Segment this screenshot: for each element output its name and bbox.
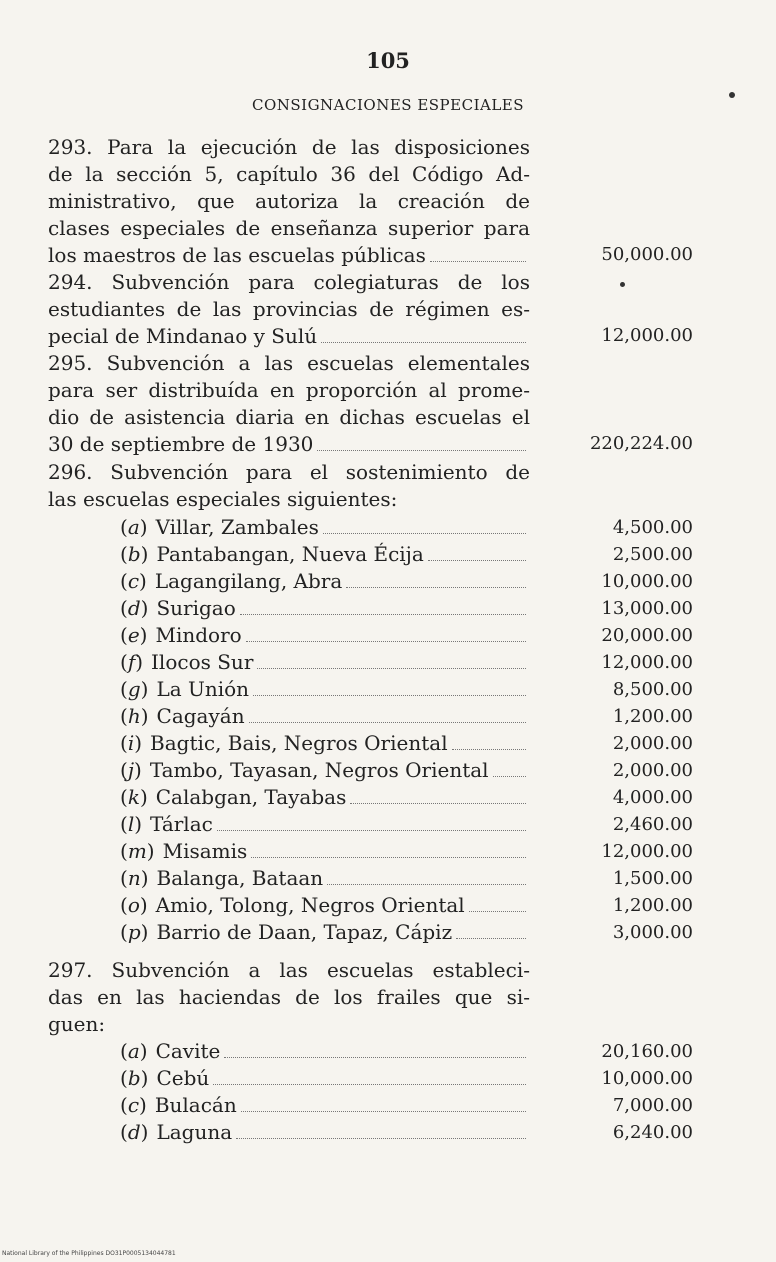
subitem-row xyxy=(120,1038,530,1065)
ink-speck xyxy=(620,282,625,287)
text-line: pecial de Mindanao y Sulú xyxy=(48,324,318,348)
subitem-row xyxy=(120,784,530,811)
subitem-letter: (c) xyxy=(120,1093,147,1117)
dot-leader xyxy=(452,748,526,750)
subitem-name: Cavite xyxy=(155,1039,221,1063)
dot-leader xyxy=(428,559,526,561)
dot-leader xyxy=(321,341,526,343)
item-296-subitems xyxy=(48,514,693,954)
subitem-amount: 1,200.00 xyxy=(612,706,693,727)
subitem-letter: (e) xyxy=(120,623,148,647)
subitem-amount: 8,500.00 xyxy=(612,679,693,700)
text-line: guen: xyxy=(48,1012,106,1036)
text-line: 295. Subvención a las escuelas elementales xyxy=(48,351,530,375)
subitem-amount: 4,500.00 xyxy=(612,517,693,538)
subitem-name: Balanga, Bataan xyxy=(156,866,324,890)
text-line: 296. Subvención para el sostenimiento de xyxy=(48,460,530,484)
subitem-amount: 7,000.00 xyxy=(612,1095,693,1116)
dot-leader xyxy=(213,1083,526,1085)
subitem-amount: 20,160.00 xyxy=(601,1041,693,1062)
footer-archive-stamp: National Library of the Philippines DO31P0005134044781 xyxy=(2,1250,176,1257)
text-line: 293. Para la ejecución de las disposiciones xyxy=(48,135,530,159)
page-number: 105 xyxy=(366,48,410,73)
dot-leader xyxy=(253,694,526,696)
dot-leader xyxy=(346,586,526,588)
subitem-amount: 12,000.00 xyxy=(601,841,693,862)
dot-leader xyxy=(236,1137,526,1139)
subitem-letter: (k) xyxy=(120,785,148,809)
dot-leader xyxy=(350,802,526,804)
subitem-name: Villar, Zambales xyxy=(155,515,319,539)
subitem-row xyxy=(120,919,530,946)
subitem-amount: 2,000.00 xyxy=(612,760,693,781)
subitem-name: Mindoro xyxy=(155,623,242,647)
dot-leader xyxy=(323,532,526,534)
subitem-row xyxy=(120,838,530,865)
subitem-name: Pantabangan, Nueva Écija xyxy=(156,542,424,566)
subitem-letter: (j) xyxy=(120,758,142,782)
subitem-name: Calabgan, Tayabas xyxy=(155,785,347,809)
subitem-amount: 13,000.00 xyxy=(601,598,693,619)
subitem-row xyxy=(120,1119,530,1146)
subitem-name: Ilocos Sur xyxy=(151,650,254,674)
subitem-letter: (a) xyxy=(120,1039,148,1063)
dot-leader xyxy=(251,856,526,858)
subitem-amount: 10,000.00 xyxy=(601,571,693,592)
subitem-name: Surigao xyxy=(156,596,236,620)
text-line: clases especiales de enseñanza superior para xyxy=(48,216,530,240)
subitem-amount: 1,500.00 xyxy=(612,868,693,889)
subitem-name: Barrio de Daan, Tapaz, Cápiz xyxy=(156,920,453,944)
text-line-with-leader xyxy=(48,241,530,269)
dot-leader xyxy=(317,449,526,451)
text-line: las escuelas especiales siguientes: xyxy=(48,487,398,511)
subitem-row xyxy=(120,757,530,784)
subitem-row xyxy=(120,568,530,595)
item-297-subitems xyxy=(48,1038,693,1148)
dot-leader xyxy=(217,829,526,831)
subitem-letter: (h) xyxy=(120,704,149,728)
subitem-letter: (c) xyxy=(120,569,147,593)
subitem-amount: 20,000.00 xyxy=(601,625,693,646)
subitem-row xyxy=(120,514,530,541)
text-line: de la sección 5, capítulo 36 del Código Ad- xyxy=(48,162,530,186)
text-line: estudiantes de las provincias de régimen es- xyxy=(48,297,530,321)
amount: 50,000.00 xyxy=(601,244,693,265)
text-line-with-leader xyxy=(48,322,530,350)
subitem-name: Cagayán xyxy=(156,704,245,728)
subitem-letter: (a) xyxy=(120,515,148,539)
dot-leader xyxy=(249,721,526,723)
running-head: CONSIGNACIONES ESPECIALES xyxy=(251,96,525,114)
dot-leader xyxy=(469,910,526,912)
subitem-row xyxy=(120,1065,530,1092)
amount: 220,224.00 xyxy=(589,433,693,454)
subitem-row xyxy=(120,541,530,568)
subitem-row xyxy=(120,595,530,622)
dot-leader xyxy=(246,640,526,642)
text-line: los maestros de las escuelas públicas xyxy=(48,243,426,267)
subitem-amount: 6,240.00 xyxy=(612,1122,693,1143)
subitem-letter: (f) xyxy=(120,650,144,674)
subitem-amount: 2,500.00 xyxy=(612,544,693,565)
text-line: 297. Subvención a las escuelas estableci- xyxy=(48,958,530,982)
subitem-letter: (m) xyxy=(120,839,155,863)
subitem-name: Misamis xyxy=(162,839,248,863)
text-line: para ser distribuída en proporción al prome- xyxy=(48,378,530,402)
subitem-letter: (b) xyxy=(120,542,149,566)
ink-speck xyxy=(729,92,735,98)
text-line-with-leader xyxy=(48,430,530,458)
subitem-amount: 12,000.00 xyxy=(601,652,693,673)
subitem-letter: (b) xyxy=(120,1066,149,1090)
subitem-row xyxy=(120,703,530,730)
subitem-name: Cebú xyxy=(156,1066,210,1090)
dot-leader xyxy=(456,937,526,939)
subitem-letter: (g) xyxy=(120,677,149,701)
subitem-letter: (n) xyxy=(120,866,149,890)
subitem-amount: 4,000.00 xyxy=(612,787,693,808)
subitem-name: Laguna xyxy=(156,1120,233,1144)
subitem-row xyxy=(120,892,530,919)
dot-leader xyxy=(240,613,526,615)
text-line: 30 de septiembre de 1930 xyxy=(48,432,314,456)
text-line: 294. Subvención para colegiaturas de los xyxy=(48,270,530,294)
subitem-row xyxy=(120,1092,530,1119)
subitem-amount: 1,200.00 xyxy=(612,895,693,916)
dot-leader xyxy=(430,260,526,262)
dot-leader xyxy=(327,883,526,885)
dot-leader xyxy=(257,667,526,669)
subitem-amount: 10,000.00 xyxy=(601,1068,693,1089)
subitem-letter: (l) xyxy=(120,812,143,836)
subitem-row xyxy=(120,622,530,649)
subitem-name: Tambo, Tayasan, Negros Oriental xyxy=(149,758,489,782)
subitem-name: Bagtic, Bais, Negros Oriental xyxy=(150,731,448,755)
subitem-name: Tárlac xyxy=(150,812,213,836)
subitem-letter: (p) xyxy=(120,920,149,944)
subitem-name: Amio, Tolong, Negros Oriental xyxy=(155,893,465,917)
subitem-amount: 3,000.00 xyxy=(612,922,693,943)
dot-leader xyxy=(493,775,526,777)
subitem-amount: 2,460.00 xyxy=(612,814,693,835)
dot-leader xyxy=(224,1056,526,1058)
subitem-name: La Unión xyxy=(156,677,250,701)
text-line: das en las haciendas de los frailes que si- xyxy=(48,985,530,1009)
subitem-letter: (i) xyxy=(120,731,143,755)
subitem-row xyxy=(120,865,530,892)
subitem-letter: (d) xyxy=(120,1120,149,1144)
subitem-amount: 2,000.00 xyxy=(612,733,693,754)
subitem-letter: (o) xyxy=(120,893,148,917)
dot-leader xyxy=(241,1110,526,1112)
text-line: dio de asistencia diaria en dichas escuelas el xyxy=(48,405,530,429)
subitem-row xyxy=(120,811,530,838)
subitem-name: Lagangilang, Abra xyxy=(154,569,343,593)
subitem-row xyxy=(120,730,530,757)
amount: 12,000.00 xyxy=(601,325,693,346)
subitem-row xyxy=(120,676,530,703)
subitem-letter: (d) xyxy=(120,596,149,620)
subitem-name: Bulacán xyxy=(154,1093,237,1117)
text-line: ministrativo, que autoriza la creación de xyxy=(48,189,530,213)
subitem-row xyxy=(120,649,530,676)
